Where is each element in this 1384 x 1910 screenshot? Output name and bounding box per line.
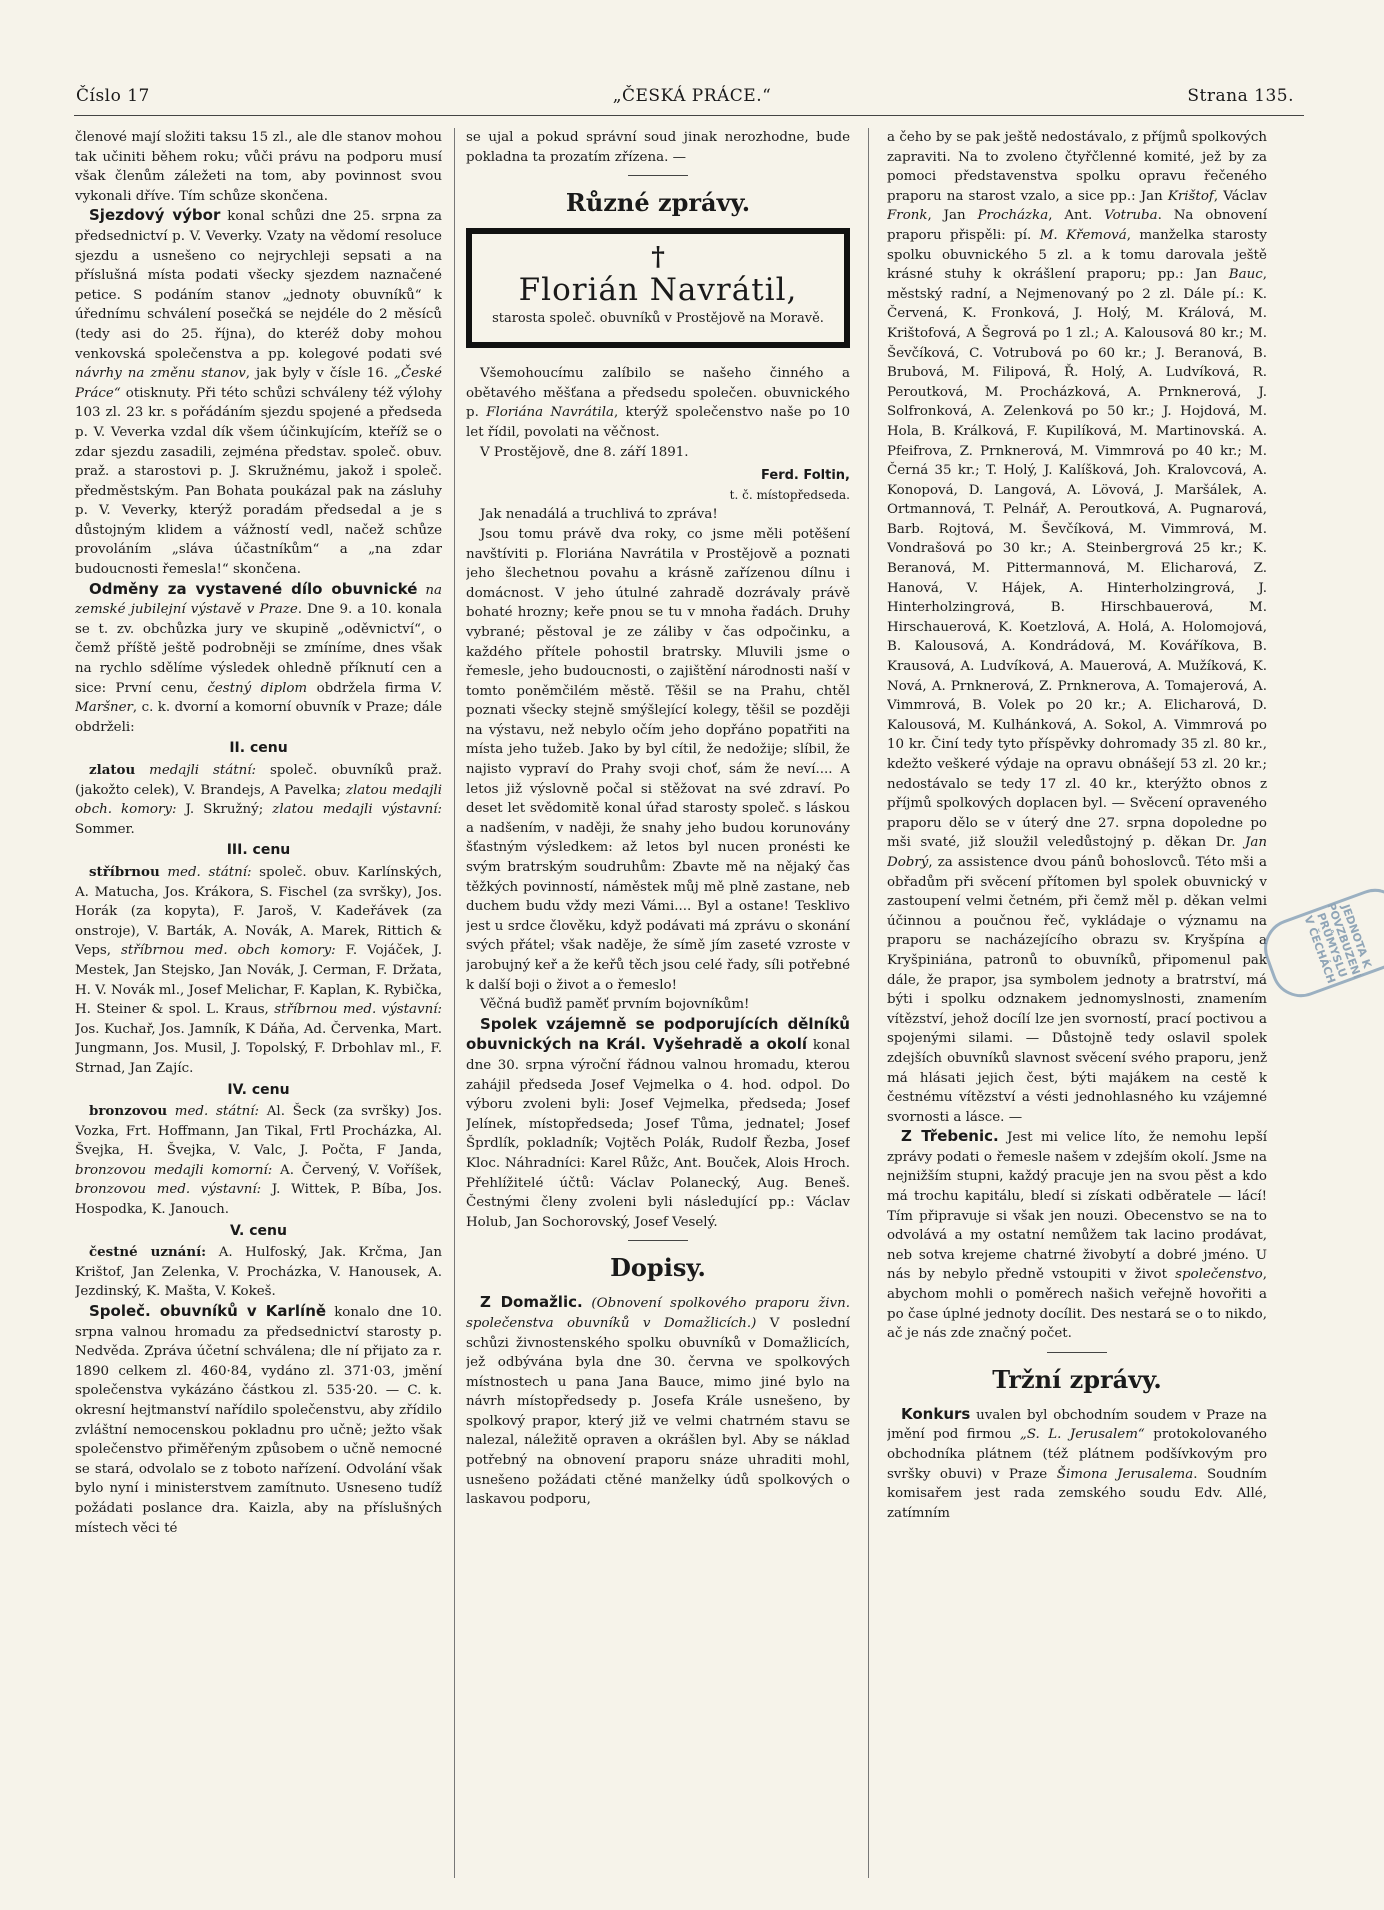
article-text: M. Křemová [1039, 227, 1127, 243]
award-medal: bronzovou [89, 1103, 168, 1120]
issue-number: Číslo 17 [76, 86, 150, 106]
article-text: Krištof [1167, 188, 1214, 204]
award-winners: J. Wittek, P. Bíba, Jos. Hospodka, K. Janouch. [75, 1182, 442, 1218]
article-text: návrhy na změnu stanov [75, 366, 246, 382]
library-stamp: JEDNOTA K POVZBUZENÍ PRŮMYSLU V ČECHÁCH [1256, 880, 1384, 1005]
article-text: Dne 9. a 10. konala se t. zv. obchůzka jury ve skupině „oděvnictví“, o čemž příště ještě podrobněji se zmíníme, dnes však na rychlo sdělíme výsledek ohledně příknutí cen a sice: První cenu, [75, 602, 442, 696]
article-karlin [75, 1302, 442, 1538]
section-heading: Dopisy. [610, 1253, 706, 1283]
award-winners: J. Skružný; [176, 802, 264, 818]
obituary-name: Florián Navrátil, [518, 272, 798, 309]
page-header [40, 86, 1344, 110]
article-text: konalo dne 10. srpna valnou hromadu za předsednictví starosty p. Nedvěda. Zpráva účetní schválena; dle ní přijato za r. 1890 celkem zl. 460·84, vydáno zl. 371·03, jmění společenstva vykázáno částkou zl. 535·20. — C. k. okresní hejtmanství nařídilo společenstvu, aby zřídilo zvláštní nemocenskou pokladnu pro učně; ježto však společenstvo přiměřeným způsobem o učně nemocné se stará, odvolalo se z toboto nařízení. Odvolání však bylo nyní i ministerstvem zamítnuto. Usneseno tudíž požádati poslance dra. Kaizla, aby na příslušných místech věci té [75, 1305, 442, 1536]
article-text: , městský radní, a Nejmenovaný po 2 zl. Dále pí.: K. Červená, K. Fronková, J. Holý, M. Králová, M. Krištofová, A Šegrová po 1 zl.; A. Kalousová 80 kr.; M. Ševčíková, C. Votrubová po 60 kr.; J. Beranová, B. Brubová, M. Filipová, Ř. Holý, A. Ludvíková, R. Peroutková, M. Procházková, A. Prnknerová, J. Solfronková, A. Zelenková po 50 kr.; J. Hojdová, M. Hola, B. Králková, F. Kupilíková, M. Martinovská. A. Pfeifrova, Z. Prnknerová, M. Vimmrová po 40 kr.; M. Černá 35 kr.; T. Holý, J. Kalíšková, Joh. Kralovcová, A. Konopová, D. Langová, A. Lövová, J. Maršálek, A. Ortmannová, T. Pelnář, A. Peroutková, A. Pugnarová, Barb. Rojtová, M. Ševčíková, M. Vimmrová, M. Vondrašová po 30 kr.; A. Steinbergrová 25 kr.; K. Beranová, M. Pittermannová, M. Elicharová, Z. Hanová, V. Hájek, A. Hinterholzingrová, J. Hinterholzingrová, B. Hirschbauerová, M. Hirschauerová, K. Koetzlová, A. Holá, A. Holomojová, B. Kalousová, A. Kondrádová, M. Kováříkova, B. Krausová, A. Ludvíková, A. Mauerová, A. Mužíková, K. Nová, A. Prnknerová, Z. Prnknerova, A. Tomajerová, A. Vimmrová, B. Volek po 20 kr.; A. Elicharová, D. Kalousová, M. Kulhánková, A. Sokol, A. Vimmrová po 10 kr. Činí tedy tyto příspěvky dohromady 35 zl. 80 kr., kdežto veškeré výdaje na opravu obnášejí 53 zl. 20 kr.; nedostávalo se tedy 17 zl. 40 kr., kterýžto obnos z příjmů spolkových doplacen byl. — Svěcení opraveného praporu dělo se v úterý dne 27. srpna dopoledne po mši svaté, již sloužil veledůstojný p. děkan Dr. [887, 267, 1267, 851]
award-winners: A. Hulfoský, Jak. Krčma, Jan Krištof, Jan Zelenka, V. Procházka, V. Hanousek, A. Jezdinský, K. Mašta, V. Kokeš. [75, 1245, 442, 1300]
paragraph: Jak nenadálá a truchlivá to zpráva! [480, 507, 718, 523]
award-medal: zlatou [89, 762, 136, 778]
article-lead: Konkurs [901, 1404, 971, 1423]
article-text: Šimona Jerusalema [1056, 1466, 1194, 1482]
award-category: zlatou medajli výstavní: [263, 802, 442, 818]
article-text: , manželka starosty spolku obuvnického 5 zl. a k tomu darovala ještě krásné stuhy k okrášlení praporu; pp.: Jan [887, 227, 1267, 283]
article-sjezdovy-vybor [75, 206, 442, 579]
award-list [75, 1243, 442, 1302]
award-winners: Sommer. [75, 821, 135, 837]
article-text: protokolovaného obchodníka plátnem (též plátnem podšívkovým pro svršky obuvi) v Praze [887, 1427, 1267, 1482]
paragraph: Věčná buďiž paměť prvním bojovníkům! [480, 997, 750, 1013]
page-number: Strana 135. [1187, 86, 1294, 106]
header-rule [74, 115, 1304, 116]
article-text: V poslední schůzi živnostenského spolku obuvníků v Domažlicích, jež odbývána byla dne 30. června ve spolkových místnostech u pana Jana Bauce, mimo jiné bylo na návrh místopředsedy p. Josefa Krále usnešeno, by spolkový prapor, který již ve velmi chatrném stavu se nalezal, náležitě opraven a okrášlen byl. Aby se náklad potřebný na obnovení praporu snáze uhraditi mohl, usnešeno požádati ctěné manželky údů spolkových o laskavou podporu, [466, 1315, 850, 1508]
award-winners: A. Červený, V. Voříšek, [272, 1162, 442, 1178]
paragraph [466, 364, 850, 442]
award-medal: stříbrnou [89, 863, 160, 880]
award-category: bronzovou medajli komorní: [75, 1162, 273, 1178]
article-text: „S. L. Jerusalem“ [1019, 1427, 1145, 1443]
award-winners: společ. obuvníků praž. (jakožto celek), V. Brandejs, A Pavelka; [75, 763, 442, 798]
masthead-title: „ČESKÁ PRÁCE.“ [612, 86, 772, 106]
column-1 [75, 128, 442, 1888]
article-text: , Ant. [1048, 208, 1105, 224]
award-winners: Jos. Kuchař, Jos. Jamník, K Dáňa, Ad. Červenka, Mart. Jungmann, Jos. Musil, J. Topolský, F. Drbohlav ml., F. Strnad, Jan Zajíc. [75, 1021, 442, 1076]
article-text: , za assistence dvou pánů bohoslovců. Této mši a obřadům při svěcení přítomen byl spolek obuvnický v zastoupení velmi četném, při čemž měl p. děkan velmi účinnou a poučnou řeč, vykládaje o významu na praporu se nacházejícího obrazu sv. Kryšpína a Kryšpiniána, patronů to obuvníků, připomenul pak dále, že prapor, jsa symbolem jednoty a bratrství, má býti i spolku odznakem jednomyslnosti, znamením vítězství, jehož docílí lze jen svorností, prací poctivou a spojenými silami. — Důstojně tedy oslavil spolek zdejších obuvníků slavnost svěcení svého praporu, jenž má hlásati jejich čest, býti majákem na cestě k čestnému vítězství a vésti jednohlasného ku vzájemné svornosti a lásce. — [887, 854, 1267, 1125]
article-vysehrad [466, 1015, 850, 1233]
article-text: a čeho by se pak ještě nedostávalo, z příjmů spolkových zapraviti. Na to zvoleno čtyřčlenné komité, jež by za pomoci představenstva spolku opravu řečeného praporu na starost vzalo, a sice pp.: Jan [887, 130, 1267, 204]
article-text: Procházka [977, 208, 1049, 224]
article-text: otisknuty. Při této schůzi schváleny též výlohy 103 zl. 23 kr. s pořádáním sjezdu spojené a předseda p. V. Veverka vzdal dík všem účinkujícím, kteříž se o zdar sjezdu zasadili, zejména představ. společ. obuv. praž. a starostovi p. J. Skružnému, jakož i společ. předměstským. Pan Bohata poukázal pak na zásluhy p. V. Veverky, kterýž poradám předsedal a je s důstojným klidem a vážností vedl, načež schůze provoláním „sláva účastníkům“ a „na zdar budoucnosti řemesla!“ skončena. [75, 385, 442, 578]
article-text: , c. k. dvorní a komorní obuvník v Praze; dále obdrželi: [75, 700, 442, 735]
dateline: V Prostějově, dne 8. září 1891. [480, 444, 689, 460]
article-text: . Na obnovení praporu přispěli: pí. [887, 208, 1267, 243]
article-text: , jak byly v čísle 16. [245, 366, 394, 382]
award-heading: II. cenu [229, 740, 288, 757]
award-winners: společ. obuv. Karlínských, A. Matucha, Jos. Krákora, S. Fischel (za svršky), Jos. Horák (za kopyta), F. Jaroš, V. Kadeřávek (za onstroje), V. Barták, A. Novák, A. Marek, Rittich & Veps, [75, 864, 442, 959]
award-list [75, 761, 442, 839]
column-2 [466, 128, 850, 1888]
article-text: uvalen byl obchodním soudem v Praze na jmění pod firmou [887, 1407, 1267, 1443]
award-category: zlatou medajli obch. komory: [75, 782, 442, 818]
article-lead: Sjezdový výbor [89, 206, 221, 225]
article-konkurs [887, 1405, 1267, 1524]
paragraph [887, 128, 1267, 1127]
article-text: , Václav [1213, 188, 1267, 204]
section-heading: Různé zprávy. [565, 188, 751, 218]
award-category: stříbrnou med. výstavní: [268, 1002, 442, 1018]
article-text: V. Maršner [75, 680, 442, 716]
signature: Ferd. Foltin, [761, 468, 850, 484]
article-text: konal schůzi dne 25. srpna za předsednictví p. V. Veverky. Vzaty na vědomí resoluce sjezdu a usnešeno co nejrychleji sepsati a na příslušná místa podati všecky sjezdem naznačené petice. S podáním stanov „jednoty obuvníků“ k úřednímu schválení posečká se nejdéle do 2 měsíců (tedy asi do 25. října), do kteréž doby mohou venkovská společenstva a pp. kolegové podati své [75, 209, 442, 362]
article-text: obdržela firma [307, 680, 431, 696]
article-lead: Z Třebenic. [901, 1127, 999, 1146]
article-text: Všemohoucímu zalíbilo se našeho činného a obětavého měšťana a předsedu společen. obuvnického p. [466, 366, 850, 421]
obituary-box [466, 228, 850, 348]
article-text: Jan Dobrý [887, 835, 1267, 870]
award-winners: Al. Šeck (za svršky) Jos. Vozka, Frt. Hoffmann, Jan Tikal, Frtl Procházka, Al. Švejka, H. Švejka, V. Valc, J. Počta, F Janda, [75, 1104, 442, 1159]
article-lead: Odměny za vystavené dílo obuvnické [89, 579, 418, 598]
article-text: společenstvo [1175, 1267, 1263, 1283]
divider [628, 175, 688, 176]
award-category: med. státní: [159, 864, 252, 880]
divider [1047, 1352, 1107, 1353]
divider [628, 1240, 688, 1241]
award-category: stříbrnou med. obch komory: [111, 943, 336, 959]
article-lead: Spolek vzájemně se podporujících dělníků obuvnických na Král. Vyšehradě a okolí [466, 1014, 850, 1054]
article-text: , kterýž společenstvo naše po 10 let řídil, povolati na věčnost. [466, 405, 850, 440]
award-heading: IV. cenu [227, 1081, 290, 1098]
award-list [75, 863, 442, 1079]
cross-icon: † [651, 242, 665, 273]
article-lead: Společ. obuvníků v Karlíně [89, 1302, 327, 1321]
article-text: . Soudním komisařem jest rada zemského soudu Edv. Allé, zatímním [887, 1466, 1267, 1521]
article-text: Bauc [1228, 267, 1263, 283]
paragraph: členové mají složiti taksu 15 zl., ale dle stanov mohou tak učiniti během roku; vůči právu na podporu musí však členům záležeti na tom, aby povinnost svou vykonali dříve. Tím schůze skončena. [75, 130, 442, 204]
article-text: konal dne 30. srpna výroční řádnou valnou hromadu, kterou zahájil předseda Josef Vejmelka o 4. hod. odpol. Do výboru zvoleni byli: Josef Vejmelka, předseda; Josef Jelínek, místopředseda; Josef Tůma, jednatel; Josef Šprdlík, pokladník; Vojtěch Polák, Rudolf Řezba, Josef Kloc. Náhradníci: Karel Růžc, Ant. Bouček, Alois Hroch. Přehlížitelé účtů: Václav Polanecký, Aug. Beneš. Čestnými členy zvoleni byli následující pp.: Václav Holub, Jan Sochorovský, Josef Veselý. [466, 1038, 850, 1230]
article-text: Votruba [1104, 208, 1158, 224]
column-3 [887, 128, 1267, 1888]
award-category: medajli státní: [135, 763, 257, 778]
article-text: Fronk [887, 208, 928, 224]
article-odmeny [75, 580, 442, 738]
award-medal: čestné uznání: [89, 1244, 207, 1261]
obituary-role: starosta společ. obuvníků v Prostějově na Moravě. [492, 311, 824, 327]
article-trebenice [887, 1127, 1267, 1344]
section-heading: Tržní zprávy. [992, 1364, 1162, 1394]
column-divider [868, 128, 869, 1878]
article-text: , Jan [927, 208, 978, 224]
article-text: na zemské jubilejní výstavě v Praze. [75, 582, 442, 618]
article-text: , abychom mohli o poměrech našich veřejně hovořiti a po čase úplné jednoty docílit. Des nestará se o to nikdo, ač je nás zde značný počet. [887, 1267, 1267, 1342]
signature-title: t. č. místopředseda. [729, 487, 850, 502]
paragraph: Jsou tomu právě dva roky, co jsme měli potěšení navštíviti p. Floriána Navrátila v Prostějově a poznati jeho šlechetnou povahu a krásně zařízenou dílnu i domácnost. V jeho útulné zahradě dozrávaly právě bohaté hrozny; keře pnou se tu v mnoha řadách. Druhy vybrané; pěstoval je ze záliby v čas odpočinku, a každého přítele pohostil bratrsky. Mluvili jsme o řemesle, jeho budoucnosti, o zajištění národnosti naší v tomto poněmčilém městě. Těšil se na Prahu, chtěl poznati všecky stejně smýšlející kolegy, těšil se později na výstavu, než nebylo očím jeho dopřáno popatřiti na místa jeho tužeb. Jako by byl cítil, že nedožije; slíbil, že najisto vypraví do Prahy svoji choť, sám že neví.... A letos již výslovně počal si stěžovat na své zdraví. Po deset let svědomitě konal úřad starosty společ. s láskou a nadšením, v naději, že snahy jeho budou korunovány šťastným výsledkem: až letos byl nucen pronésti ke svým bratrským soudruhům: Zbavte mě na nějaký čas těžkých povinností, náměstek můj mě plně zastane, neb duchem budu vždy mezi Vámi.... Byl a ostane! Tesklivo jest u srdce člověku, když podávati má zprávu o skonání svých přátel; však naděje, že símě jím zaseté vzroste v jarobujný keř a že keřů těch jsou celé řady, síli potřebné k další boji o život a o řemeslo! [466, 526, 850, 993]
award-category: med. státní: [167, 1104, 260, 1120]
award-heading: V. cenu [230, 1222, 287, 1239]
award-winners: F. Vojáček, J. Mestek, Jan Stejsko, Jan Novák, J. Cerman, F. Držata, H. V. Novák ml., Josef Melichar, F. Kaplan, K. Rybička, H. Steiner & spol. L. Kraus, [75, 943, 442, 1018]
article-text: „České Práce“ [75, 366, 442, 401]
article-lead: Z Domažlic. [480, 1293, 583, 1312]
article-text: čestný diplom [207, 680, 308, 696]
article-text: Jest mi velice líto, že nemohu lepší zprávy podati o řemesle našem v zdejším okolí. Jsme na nejnižším stupni, každý pracuje jen na svou pěst a kdo má trochu kapitálu, bledí si získati odběratele — lácí! Tím připravuje si však jen nouzi. Obecenstvo se na to odvolává a my ostatní nemůžem tak lacino prodávat, neb sotva krejeme chatrné živobytí a dobré jméno. U nás by nebylo předně vstoupiti v život [887, 1130, 1267, 1283]
award-category: bronzovou med. výstavní: [75, 1182, 262, 1198]
paragraph: se ujal a pokud správní soud jinak nerozhodne, bude pokladna ta prozatím zřízena. — [466, 130, 850, 165]
column-divider [454, 128, 455, 1878]
award-list [75, 1102, 442, 1220]
article-text: Floriána Navrátila [486, 405, 614, 421]
article-domazlice [466, 1293, 850, 1510]
article-text: (Obnovení spolkového praporu živn. společenstva obuvníků v Domažlicích.) [466, 1296, 850, 1331]
award-heading: III. cenu [226, 842, 291, 859]
